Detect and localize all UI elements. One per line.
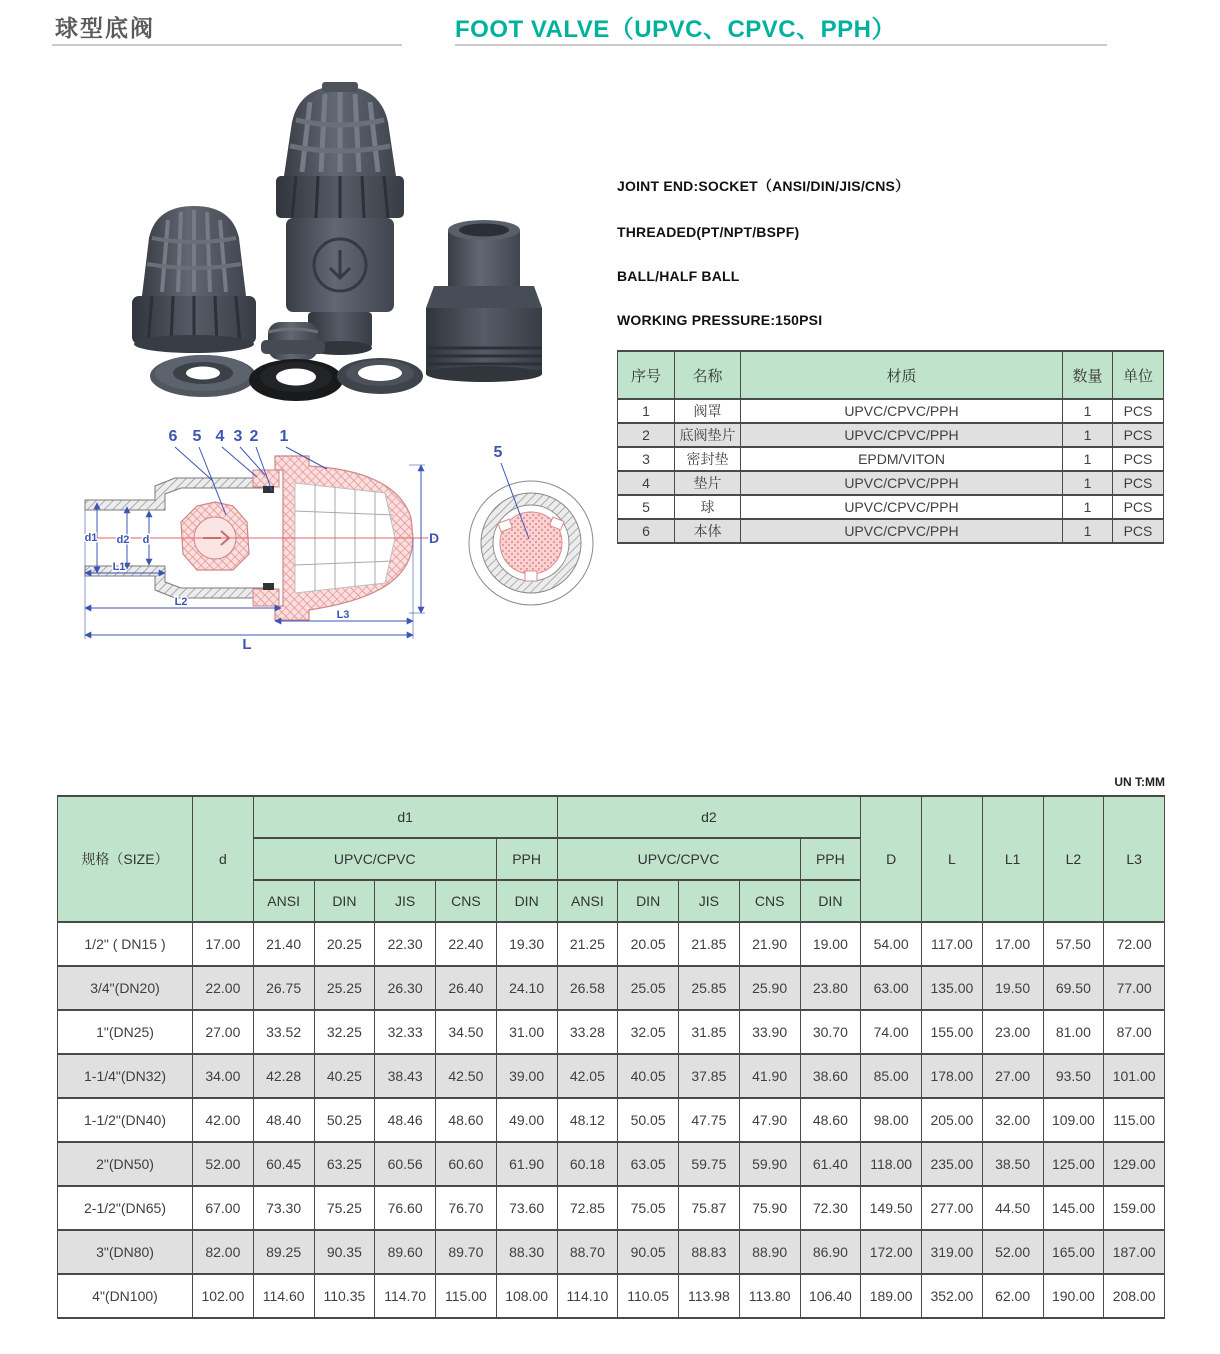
table-cell: 172.00 [861, 1230, 922, 1274]
table-cell: 85.00 [861, 1054, 922, 1098]
table-cell: 26.40 [436, 966, 497, 1010]
table-cell: 21.25 [557, 922, 618, 966]
table-cell: 106.40 [800, 1274, 861, 1318]
table-cell: 26.30 [375, 966, 436, 1010]
column-header-standard: DIN [618, 880, 679, 922]
table-cell: 165.00 [1043, 1230, 1104, 1274]
table-cell: 42.05 [557, 1054, 618, 1098]
end-view [469, 444, 593, 605]
socket-adapter [426, 220, 542, 382]
svg-text:L2: L2 [174, 596, 188, 608]
table-cell: 155.00 [922, 1010, 983, 1054]
table-cell: PCS [1113, 471, 1164, 495]
column-header: 序号 [618, 351, 675, 399]
table-row [58, 1274, 1165, 1318]
column-header-standard: DIN [800, 880, 861, 922]
svg-text:L1: L1 [112, 561, 126, 573]
table-cell: 48.12 [557, 1098, 618, 1142]
table-cell: 20.05 [618, 922, 679, 966]
dimension-table-body [58, 922, 1165, 1318]
table-cell: 底阀垫片 [675, 423, 741, 447]
table-cell: 22.40 [436, 922, 497, 966]
table-cell: 20.25 [314, 922, 375, 966]
svg-text:d1: d1 [84, 532, 98, 544]
table-cell: 89.25 [253, 1230, 314, 1274]
svg-text:6: 6 [168, 428, 178, 445]
table-cell: 63.25 [314, 1142, 375, 1186]
column-header-L1: L1 [982, 796, 1043, 922]
table-cell: 44.50 [982, 1186, 1043, 1230]
table-cell: 25.05 [618, 966, 679, 1010]
table-cell: 89.70 [436, 1230, 497, 1274]
table-cell: 33.28 [557, 1010, 618, 1054]
product-photo [118, 80, 562, 418]
svg-text:5: 5 [192, 428, 202, 445]
parts-table-header-row [618, 351, 1164, 399]
table-cell: 52.00 [982, 1230, 1043, 1274]
table-cell: 球 [675, 495, 741, 519]
table-row [58, 1054, 1165, 1098]
table-cell: 72.00 [1104, 922, 1165, 966]
valve-assembled [276, 82, 404, 355]
table-cell: 108.00 [496, 1274, 557, 1318]
valve-cap [261, 322, 325, 360]
column-header-D: D [861, 796, 922, 922]
table-cell: 277.00 [922, 1186, 983, 1230]
table-cell: 60.60 [436, 1142, 497, 1186]
table-cell: UPVC/CPVC/PPH [741, 471, 1063, 495]
table-cell: 31.00 [496, 1010, 557, 1054]
table-cell: 25.25 [314, 966, 375, 1010]
table-cell: 88.30 [496, 1230, 557, 1274]
table-row [58, 1142, 1165, 1186]
column-header-L2: L2 [1043, 796, 1104, 922]
table-cell: PCS [1113, 399, 1164, 423]
column-header-d1: d1 [253, 796, 557, 838]
table-cell: 129.00 [1104, 1142, 1165, 1186]
table-cell: 189.00 [861, 1274, 922, 1318]
table-cell: 101.00 [1104, 1054, 1165, 1098]
table-cell: 114.60 [253, 1274, 314, 1318]
column-header-standard: JIS [375, 880, 436, 922]
table-cell: 57.50 [1043, 922, 1104, 966]
table-cell: EPDM/VITON [741, 447, 1063, 471]
table-cell: 17.00 [982, 922, 1043, 966]
table-cell: PCS [1113, 447, 1164, 471]
header-divider-right [455, 44, 1107, 46]
table-cell: 22.00 [193, 966, 254, 1010]
table-cell: 59.90 [739, 1142, 800, 1186]
table-cell: 42.50 [436, 1054, 497, 1098]
table-cell: 1 [1063, 447, 1113, 471]
table-cell: 1/2" ( DN15 ) [58, 922, 193, 966]
table-row [618, 423, 1164, 447]
column-header: 材质 [741, 351, 1063, 399]
dim-table-header-row [58, 796, 1165, 838]
table-cell: 42.00 [193, 1098, 254, 1142]
table-cell: 352.00 [922, 1274, 983, 1318]
svg-text:3: 3 [233, 428, 243, 445]
table-row [58, 922, 1165, 966]
spec-line: THREADED(PT/NPT/BSPF) [617, 224, 800, 240]
table-row [618, 471, 1164, 495]
table-cell: 1"(DN25) [58, 1010, 193, 1054]
table-cell: 1 [1063, 399, 1113, 423]
table-cell: 69.50 [1043, 966, 1104, 1010]
table-cell: PCS [1113, 423, 1164, 447]
table-cell: 63.00 [861, 966, 922, 1010]
table-cell: 135.00 [922, 966, 983, 1010]
table-cell: 319.00 [922, 1230, 983, 1274]
table-cell: 49.00 [496, 1098, 557, 1142]
table-cell: 41.90 [739, 1054, 800, 1098]
table-cell: 208.00 [1104, 1274, 1165, 1318]
table-cell: 垫片 [675, 471, 741, 495]
table-cell: 37.85 [679, 1054, 740, 1098]
table-cell: 38.50 [982, 1142, 1043, 1186]
table-cell: 2-1/2"(DN65) [58, 1186, 193, 1230]
table-cell: 88.90 [739, 1230, 800, 1274]
table-cell: 2"(DN50) [58, 1142, 193, 1186]
column-header-material: UPVC/CPVC [253, 838, 496, 880]
table-cell: UPVC/CPVC/PPH [741, 423, 1063, 447]
column-header-standard: ANSI [557, 880, 618, 922]
dimension-table [57, 795, 1165, 1319]
table-cell: PCS [1113, 495, 1164, 519]
table-cell: 21.40 [253, 922, 314, 966]
table-cell: 42.28 [253, 1054, 314, 1098]
table-cell: 60.56 [375, 1142, 436, 1186]
table-cell: 115.00 [436, 1274, 497, 1318]
header-divider-left [52, 44, 402, 46]
table-cell: 205.00 [922, 1098, 983, 1142]
table-cell: 63.05 [618, 1142, 679, 1186]
table-cell: 61.40 [800, 1142, 861, 1186]
table-cell: 77.00 [1104, 966, 1165, 1010]
table-cell: 3"(DN80) [58, 1230, 193, 1274]
table-cell: 75.90 [739, 1186, 800, 1230]
table-cell: 72.30 [800, 1186, 861, 1230]
column-header-d: d [193, 796, 254, 922]
column-header-standard: CNS [739, 880, 800, 922]
table-cell: 235.00 [922, 1142, 983, 1186]
column-header-material: PPH [496, 838, 557, 880]
table-cell: 118.00 [861, 1142, 922, 1186]
table-cell: 73.30 [253, 1186, 314, 1230]
table-cell: 52.00 [193, 1142, 254, 1186]
table-cell: 24.10 [496, 966, 557, 1010]
table-cell: 32.00 [982, 1098, 1043, 1142]
column-header: 数量 [1063, 351, 1113, 399]
column-header-material: PPH [800, 838, 861, 880]
table-row [58, 1098, 1165, 1142]
table-cell: 25.85 [679, 966, 740, 1010]
table-cell: 34.50 [436, 1010, 497, 1054]
table-cell: 19.30 [496, 922, 557, 966]
table-cell: 82.00 [193, 1230, 254, 1274]
column-header: 单位 [1113, 351, 1164, 399]
table-cell: 47.90 [739, 1098, 800, 1142]
table-cell: 27.00 [982, 1054, 1043, 1098]
svg-text:4: 4 [215, 428, 225, 445]
table-cell: 125.00 [1043, 1142, 1104, 1186]
table-cell: 88.83 [679, 1230, 740, 1274]
ball-section [181, 502, 249, 570]
table-cell: 48.40 [253, 1098, 314, 1142]
table-cell: 67.00 [193, 1186, 254, 1230]
gasket-ring-dark [337, 358, 423, 394]
spec-line: JOINT END:SOCKET（ANSI/DIN/JIS/CNS） [617, 178, 910, 194]
table-row [618, 519, 1164, 543]
table-cell: 113.98 [679, 1274, 740, 1318]
table-cell: 26.75 [253, 966, 314, 1010]
table-cell: 145.00 [1043, 1186, 1104, 1230]
table-cell: 26.58 [557, 966, 618, 1010]
table-cell: PCS [1113, 519, 1164, 543]
gasket-ring-black [249, 359, 343, 401]
table-cell: UPVC/CPVC/PPH [741, 519, 1063, 543]
table-row [618, 495, 1164, 519]
table-cell: 178.00 [922, 1054, 983, 1098]
table-cell: 74.00 [861, 1010, 922, 1054]
table-cell: 1-1/4"(DN32) [58, 1054, 193, 1098]
table-cell: 6 [618, 519, 675, 543]
svg-text:L: L [242, 636, 252, 653]
table-cell: 187.00 [1104, 1230, 1165, 1274]
table-cell: 98.00 [861, 1098, 922, 1142]
table-cell: 117.00 [922, 922, 983, 966]
table-cell: 本体 [675, 519, 741, 543]
table-cell: 2 [618, 423, 675, 447]
table-row [58, 1230, 1165, 1274]
table-cell: 115.00 [1104, 1098, 1165, 1142]
strainer-cage [132, 206, 256, 353]
table-cell: 1 [1063, 495, 1113, 519]
table-cell: 32.25 [314, 1010, 375, 1054]
table-row [58, 1010, 1165, 1054]
table-cell: 87.00 [1104, 1010, 1165, 1054]
table-cell: 40.25 [314, 1054, 375, 1098]
table-cell: 89.60 [375, 1230, 436, 1274]
table-cell: 32.33 [375, 1010, 436, 1054]
table-row [58, 966, 1165, 1010]
table-cell: 48.46 [375, 1098, 436, 1142]
table-cell: 109.00 [1043, 1098, 1104, 1142]
spec-line: BALL/HALF BALL [617, 268, 740, 284]
table-cell: 61.90 [496, 1142, 557, 1186]
table-cell: 19.00 [800, 922, 861, 966]
table-cell: 50.25 [314, 1098, 375, 1142]
svg-text:d2: d2 [116, 534, 130, 546]
table-cell: 75.25 [314, 1186, 375, 1230]
table-row [618, 399, 1164, 423]
svg-text:d: d [142, 534, 150, 546]
end-view-callout: 5 [493, 444, 503, 461]
table-cell: 38.60 [800, 1054, 861, 1098]
table-cell: 59.75 [679, 1142, 740, 1186]
unit-note: UN T:MM [1114, 775, 1165, 789]
svg-text:1: 1 [279, 428, 289, 445]
parts-table-body [618, 399, 1164, 543]
table-cell: 3/4"(DN20) [58, 966, 193, 1010]
table-cell: 1-1/2"(DN40) [58, 1098, 193, 1142]
svg-text:2: 2 [249, 428, 259, 445]
table-cell: 4 [618, 471, 675, 495]
spec-line: WORKING PRESSURE:150PSI [617, 312, 823, 328]
table-cell: 3 [618, 447, 675, 471]
table-cell: 114.10 [557, 1274, 618, 1318]
table-cell: 5 [618, 495, 675, 519]
table-cell: 90.05 [618, 1230, 679, 1274]
callout-numbers [169, 428, 289, 445]
table-cell: 22.30 [375, 922, 436, 966]
table-cell: 102.00 [193, 1274, 254, 1318]
table-cell: 34.00 [193, 1054, 254, 1098]
table-cell: 1 [1063, 471, 1113, 495]
table-cell: 190.00 [1043, 1274, 1104, 1318]
table-cell: 21.90 [739, 922, 800, 966]
table-cell: 1 [1063, 519, 1113, 543]
table-cell: 33.90 [739, 1010, 800, 1054]
table-cell: 75.87 [679, 1186, 740, 1230]
table-row [58, 1186, 1165, 1230]
technical-drawing [63, 423, 623, 663]
table-cell: 阀罩 [675, 399, 741, 423]
spec-list [617, 176, 909, 356]
table-cell: 38.43 [375, 1054, 436, 1098]
table-cell: 90.35 [314, 1230, 375, 1274]
table-cell: 149.50 [861, 1186, 922, 1230]
table-cell: 110.05 [618, 1274, 679, 1318]
column-header: 名称 [675, 351, 741, 399]
table-cell: 1 [618, 399, 675, 423]
table-cell: 19.50 [982, 966, 1043, 1010]
column-header-d2: d2 [557, 796, 861, 838]
table-cell: 76.60 [375, 1186, 436, 1230]
table-cell: 88.70 [557, 1230, 618, 1274]
table-cell: 62.00 [982, 1274, 1043, 1318]
column-header-standard: CNS [436, 880, 497, 922]
table-cell: 60.45 [253, 1142, 314, 1186]
table-cell: 47.75 [679, 1098, 740, 1142]
column-header-standard: JIS [679, 880, 740, 922]
table-cell: 159.00 [1104, 1186, 1165, 1230]
table-cell: 76.70 [436, 1186, 497, 1230]
table-cell: 40.05 [618, 1054, 679, 1098]
svg-text:L3: L3 [336, 609, 350, 621]
table-cell: 73.60 [496, 1186, 557, 1230]
column-header-size: 规格（SIZE） [58, 796, 193, 922]
table-cell: 110.35 [314, 1274, 375, 1318]
column-header-L3: L3 [1104, 796, 1165, 922]
table-cell: UPVC/CPVC/PPH [741, 495, 1063, 519]
table-cell: 72.85 [557, 1186, 618, 1230]
table-cell: 21.85 [679, 922, 740, 966]
page-title-chinese: 球型底阀 [55, 15, 155, 41]
column-header-L: L [922, 796, 983, 922]
table-cell: 31.85 [679, 1010, 740, 1054]
column-header-material: UPVC/CPVC [557, 838, 800, 880]
table-cell: 17.00 [193, 922, 254, 966]
table-cell: 32.05 [618, 1010, 679, 1054]
table-row [618, 447, 1164, 471]
table-cell: 54.00 [861, 922, 922, 966]
table-cell: 密封垫 [675, 447, 741, 471]
table-cell: 33.52 [253, 1010, 314, 1054]
table-cell: 23.80 [800, 966, 861, 1010]
column-header-standard: DIN [314, 880, 375, 922]
table-cell: 30.70 [800, 1010, 861, 1054]
table-cell: 39.00 [496, 1054, 557, 1098]
column-header-standard: DIN [496, 880, 557, 922]
table-cell: 93.50 [1043, 1054, 1104, 1098]
column-header-standard: ANSI [253, 880, 314, 922]
table-cell: 48.60 [800, 1098, 861, 1142]
table-cell: 27.00 [193, 1010, 254, 1054]
parts-table [617, 350, 1164, 544]
table-cell: 25.90 [739, 966, 800, 1010]
table-cell: 50.05 [618, 1098, 679, 1142]
table-cell: 60.18 [557, 1142, 618, 1186]
gasket-ring-gray [150, 355, 256, 397]
table-cell: UPVC/CPVC/PPH [741, 399, 1063, 423]
table-cell: 86.90 [800, 1230, 861, 1274]
table-cell: 113.80 [739, 1274, 800, 1318]
table-cell: 4"(DN100) [58, 1274, 193, 1318]
page-title-english: FOOT VALVE（UPVC、CPVC、PPH） [455, 16, 896, 43]
table-cell: 48.60 [436, 1098, 497, 1142]
table-cell: 23.00 [982, 1010, 1043, 1054]
table-cell: 75.05 [618, 1186, 679, 1230]
svg-text:D: D [429, 530, 440, 546]
table-cell: 81.00 [1043, 1010, 1104, 1054]
table-cell: 114.70 [375, 1274, 436, 1318]
table-cell: 1 [1063, 423, 1113, 447]
